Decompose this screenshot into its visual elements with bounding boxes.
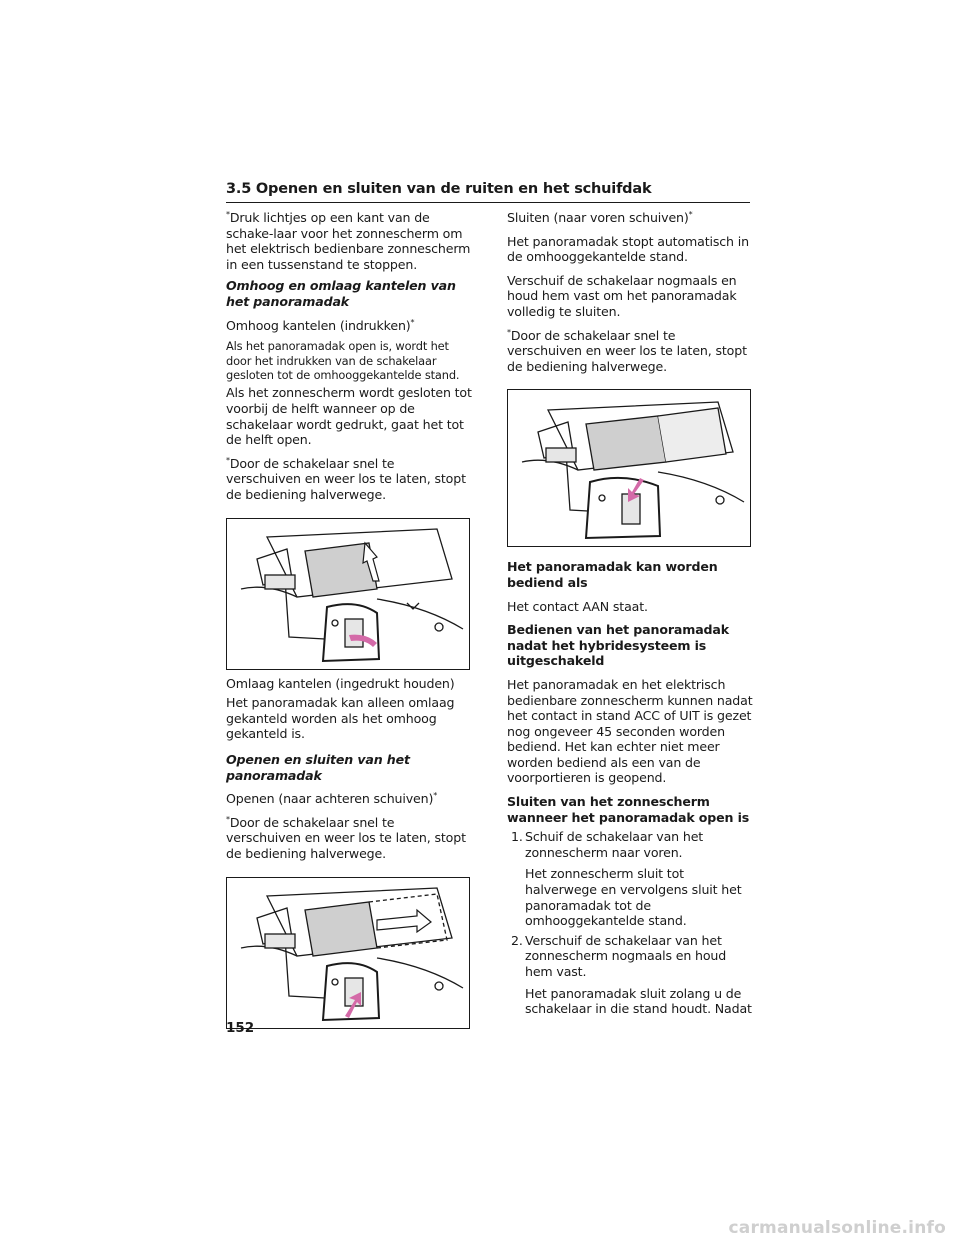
list-item: 2. Verschuif de schakelaar van het zonnescherm nogmaals en houd hem vast.	[511, 932, 727, 979]
list-item: 1. Schuif de schakelaar van het zonnescherm naar voren.	[511, 829, 704, 860]
auto-stop-paragraph: Het panoramadak stopt automatisch in de omhooggekantelde stand.	[507, 233, 749, 265]
page-number: 152	[226, 1020, 255, 1036]
note-paragraph: *Door de schakelaar snel te verschuiven en weer los te laten, stopt de bediening halverwege.	[226, 814, 466, 861]
close-fully-paragraph: Verschuif de schakelaar nogmaals en houd hem vast om het panoramadak volledig te sluiten.	[507, 272, 737, 319]
close-label: Sluiten (naar voren schuiven)*	[507, 210, 693, 225]
tilt-up-label: Omhoog kantelen (indrukken)*	[226, 317, 415, 333]
section-title: 3.5 Openen en sluiten van de ruiten en het schuifdak	[226, 181, 652, 197]
after-off-paragraph: Het panoramadak en het elektrisch bedienbare zonnescherm kunnen nadat het contact in stand ACC of UIT is gezet nog ongeveer 45 seconden worden bediend. Het kan echter niet meer worden bediend als een van de voorportieren is geopend.	[507, 676, 753, 786]
subheading-after-off: Bedienen van het panoramadak nadat het hybridesysteem is uitgeschakeld	[507, 622, 729, 669]
right-column	[507, 210, 753, 1017]
sunshade-paragraph: Als het zonnescherm wordt gesloten tot voorbij de helft wanneer op de schakelaar wordt gedrukt, gaat het tot de helft open.	[226, 385, 472, 448]
subheading-open-close: Openen en sluiten van het panoramadak	[226, 751, 410, 783]
note-paragraph: *Door de schakelaar snel te verschuiven en weer los te laten, stopt de bediening halverwege.	[507, 327, 747, 374]
list-item-detail: Het zonnescherm sluit tot halverwege en vervolgens sluit het panoramadak tot de omhooggekantelde stand.	[525, 866, 742, 929]
figure-open	[226, 877, 470, 1029]
header-divider	[226, 202, 750, 203]
tilt-up-note: Als het panoramadak open is, wordt het door het indrukken van de schakelaar gesloten tot de omhooggekantelde stand.	[226, 339, 460, 382]
tilt-down-label: Omlaag kantelen (ingedrukt houden)	[226, 675, 455, 691]
open-label: Openen (naar achteren schuiven)*	[226, 791, 438, 807]
note-paragraph: *Druk lichtjes op een kant van de schake-laar voor het zonnescherm om het elektrisch bedienbare zonnescherm in een tussenstand te stoppen.	[226, 210, 471, 272]
figure-tilt-up	[226, 518, 470, 670]
note-paragraph: *Door de schakelaar snel te verschuiven en weer los te laten, stopt de bediening halverwege.	[226, 455, 466, 502]
figure-close	[507, 389, 751, 547]
list-item-detail: Het panoramadak sluit zolang u de schakelaar in die stand houdt. Nadat	[525, 985, 752, 1017]
section-header	[226, 180, 750, 203]
left-column	[226, 210, 472, 1029]
ignition-paragraph: Het contact AAN staat.	[507, 598, 648, 614]
watermark: carmanualsonline.info	[728, 1218, 946, 1238]
subheading-sunshade-close: Sluiten van het zonnescherm wanneer het panoramadak open is	[507, 794, 750, 825]
subheading-operable: Het panoramadak kan worden bediend als	[507, 559, 718, 590]
subheading-tilt: Omhoog en omlaag kantelen van het panoramadak	[226, 278, 456, 309]
tilt-down-paragraph: Het panoramadak kan alleen omlaag gekanteld worden als het omhoog gekanteld is.	[226, 695, 455, 742]
